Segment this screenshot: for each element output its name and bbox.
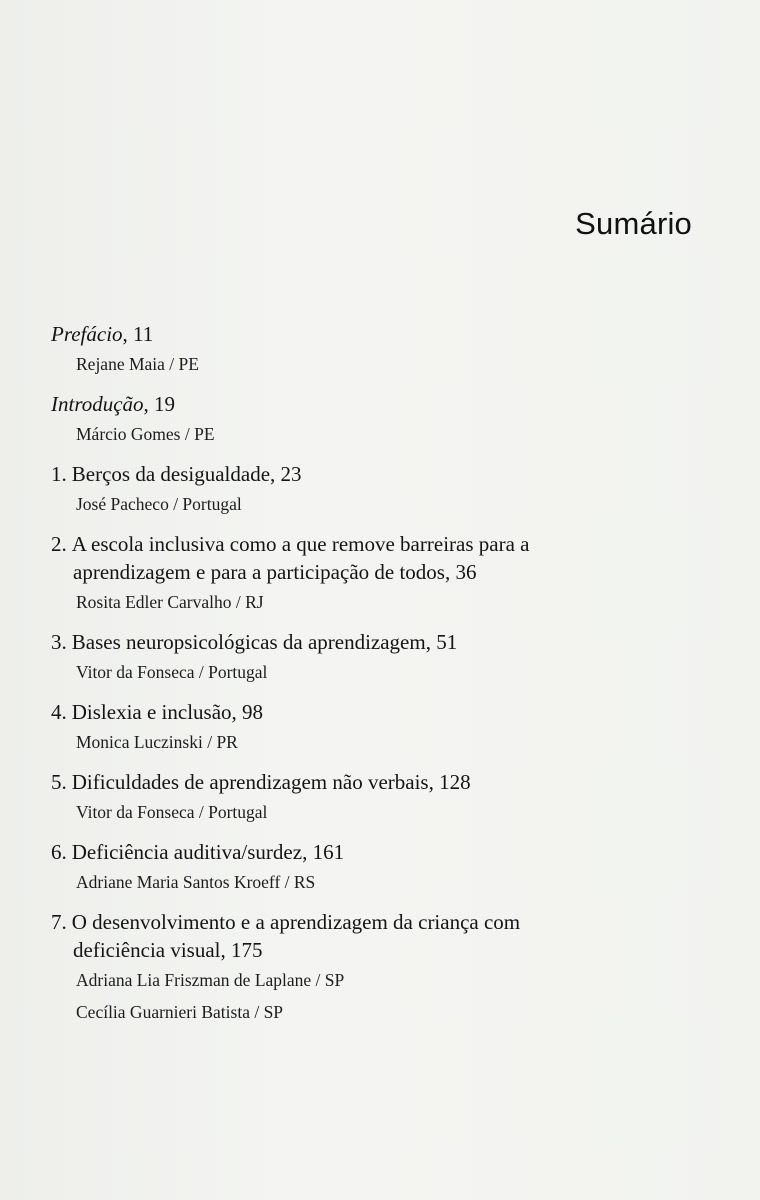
toc-entry-heading: Prefácio, 11: [51, 322, 154, 346]
toc-entry-heading: 2. A escola inclusiva como a que remove barreiras para a: [51, 532, 530, 556]
toc-entry-heading: Introdução, 19: [51, 392, 176, 416]
toc-entry-author: Vitor da Fonseca / Portugal: [76, 802, 268, 822]
toc-entry-heading: 1. Berços da desigualdade, 23: [51, 462, 302, 486]
toc-entry-author: Adriane Maria Santos Kroeff / RS: [76, 872, 316, 892]
toc-entry-chapter-4: [51, 698, 711, 755]
toc-entry-author: Márcio Gomes / PE: [76, 424, 215, 444]
toc-entry-chapter-6: [51, 838, 711, 895]
toc-entry-author: Rejane Maia / PE: [76, 354, 199, 374]
toc-entry-introducao: [51, 390, 711, 447]
toc-entry-heading-continued: deficiência visual, 175: [73, 938, 263, 962]
table-of-contents: [51, 320, 711, 1038]
toc-entry-heading: 4. Dislexia e inclusão, 98: [51, 700, 264, 724]
toc-entry-author: José Pacheco / Portugal: [76, 494, 242, 514]
page-title: Sumário: [575, 206, 692, 241]
toc-entry-prefacio: [51, 320, 711, 377]
toc-entry-heading: 5. Dificuldades de aprendizagem não verbais, 128: [51, 770, 471, 794]
toc-entry-author: Vitor da Fonseca / Portugal: [76, 662, 268, 682]
toc-entry-author: Adriana Lia Friszman de Laplane / SP: [76, 970, 345, 990]
toc-entry-author: Rosita Edler Carvalho / RJ: [76, 592, 264, 612]
toc-entry-chapter-3: [51, 628, 711, 685]
toc-entry-heading: 3. Bases neuropsicológicas da aprendizagem, 51: [51, 630, 458, 654]
toc-entry-chapter-2: [51, 530, 711, 615]
toc-entry-chapter-1: [51, 460, 711, 517]
toc-entry-chapter-7: [51, 908, 711, 1025]
toc-entry-heading: 6. Deficiência auditiva/surdez, 161: [51, 840, 345, 864]
toc-entry-author: Monica Luczinski / PR: [76, 732, 238, 752]
toc-entry-chapter-5: [51, 768, 711, 825]
toc-entry-author: Cecília Guarnieri Batista / SP: [76, 1002, 284, 1022]
toc-entry-heading: 7. O desenvolvimento e a aprendizagem da criança com: [51, 910, 521, 934]
toc-entry-heading-continued: aprendizagem e para a participação de todos, 36: [73, 560, 477, 584]
